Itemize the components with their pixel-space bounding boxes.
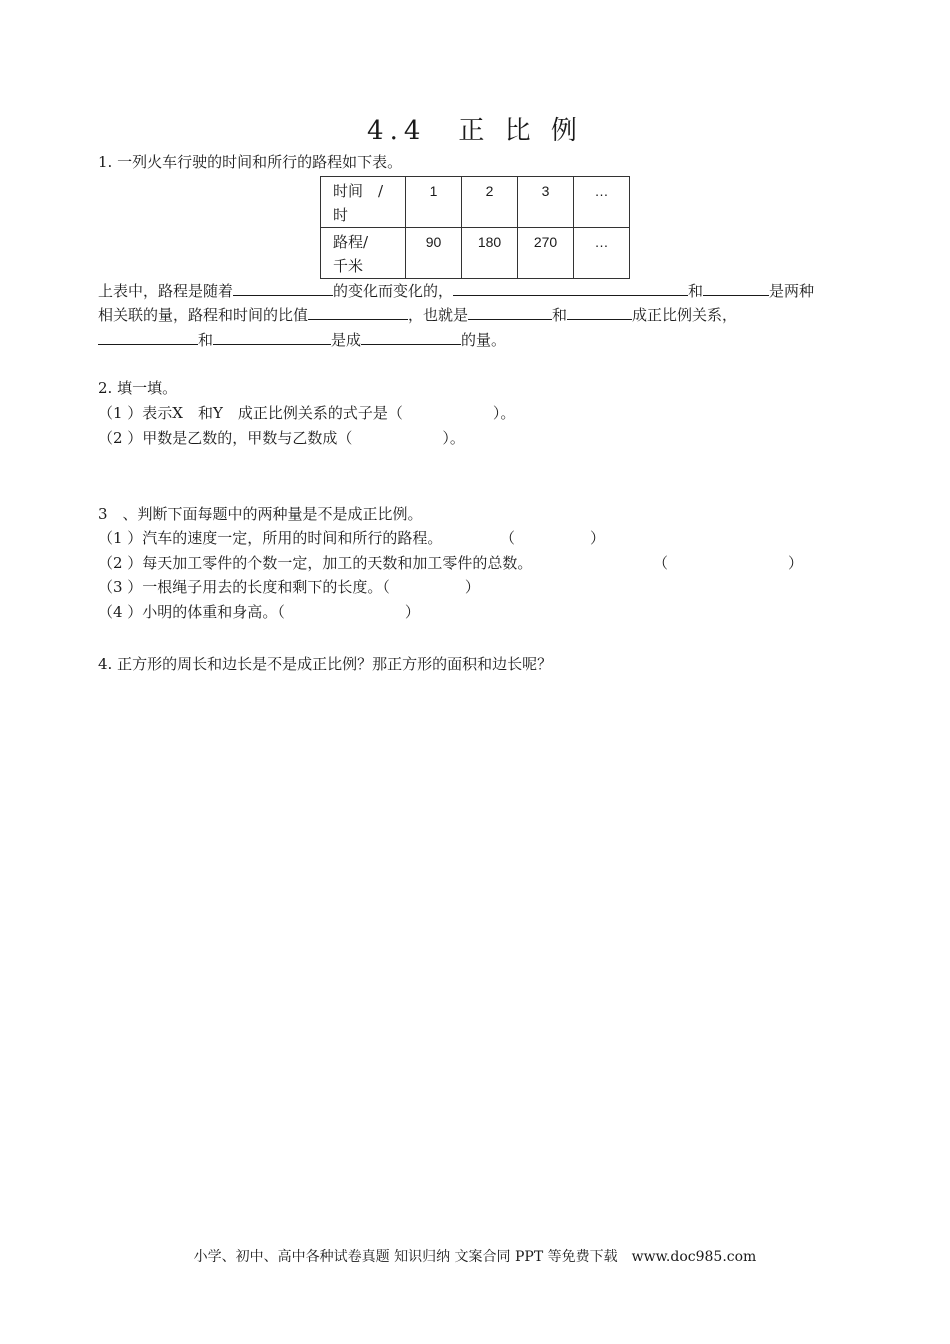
table-row [321, 228, 630, 279]
q1-fill-line-1 [98, 281, 814, 301]
answer-blank[interactable] [361, 330, 461, 345]
q3-item-1: （1 ）汽车的速度一定，所用的时间和所行的路程。 [98, 529, 443, 547]
text-segment: 上表中，路程是随着 [98, 282, 234, 300]
q3-item-4: （4 ）小明的体重和身高。（ ） [98, 603, 420, 621]
time-distance-table [320, 176, 630, 279]
answer-blank[interactable] [703, 281, 769, 296]
q2-item-1: （1 ）表示X 和Y 成正比例关系的式子是（ ）。 [98, 404, 516, 422]
text-segment: 相关联的量，路程和时间的比值 [98, 306, 309, 324]
row-header [321, 177, 406, 228]
q1-fill-line-2 [98, 305, 737, 325]
table-cell: 180 [462, 228, 518, 279]
q4-question: 4. 正方形的周长和边长是不是成正比例？那正方形的面积和边长呢？ [98, 655, 553, 673]
row-header-line: 千米 [333, 257, 364, 275]
q3-item-2: （2 ）每天加工零件的个数一定，加工的天数和加工零件的总数。 [98, 554, 533, 572]
table-cell: … [574, 228, 630, 279]
footer-text: 小学、初中、高中各种试卷真题 知识归纳 文案合同 PPT 等免费下载 www.doc985.com [193, 1249, 757, 1265]
row-header-line: 时间 / [333, 182, 384, 200]
text-segment: 的变化而变化的， [333, 282, 454, 300]
row-header [321, 228, 406, 279]
row-header-line: 路程/ [333, 233, 369, 251]
answer-blank[interactable] [468, 305, 552, 320]
table-cell: 3 [518, 177, 574, 228]
q1-fill-line-3 [98, 330, 506, 350]
text-segment: 是两种 [769, 282, 815, 300]
text-segment: 的量。 [461, 331, 507, 349]
row-header-line: 时 [333, 206, 349, 224]
text-segment: 和 [198, 331, 214, 349]
q3-item-1-answer[interactable]: （ ） [500, 529, 606, 547]
text-segment: 成正比例关系， [632, 306, 738, 324]
table-cell: 270 [518, 228, 574, 279]
page-title: 4.4 正 比 例 [367, 116, 583, 146]
q3-item-2-answer[interactable]: （ ） [653, 554, 804, 572]
table-cell: 90 [406, 228, 462, 279]
text-segment: 和 [688, 282, 704, 300]
answer-blank[interactable] [233, 281, 333, 296]
q1-intro: 1. 一列火车行驶的时间和所行的路程如下表。 [98, 153, 403, 171]
table-row [321, 177, 630, 228]
table-cell: … [574, 177, 630, 228]
answer-blank[interactable] [213, 330, 331, 345]
answer-blank[interactable] [567, 305, 632, 320]
table-cell: 2 [462, 177, 518, 228]
text-segment: 是成 [331, 331, 362, 349]
table-cell: 1 [406, 177, 462, 228]
text-segment: ，也就是 [408, 306, 469, 324]
answer-blank[interactable] [98, 330, 198, 345]
text-segment: 和 [552, 306, 568, 324]
q3-heading: 3 、判断下面每题中的两种量是不是成正比例。 [98, 505, 423, 523]
answer-blank[interactable] [308, 305, 408, 320]
q2-item-2: （2 ）甲数是乙数的，甲数与乙数成（ ）。 [98, 429, 465, 447]
answer-blank[interactable] [453, 281, 688, 296]
q3-item-3: （3 ）一根绳子用去的长度和剩下的长度。（ ） [98, 578, 480, 596]
q2-heading: 2. 填一填。 [98, 379, 178, 397]
